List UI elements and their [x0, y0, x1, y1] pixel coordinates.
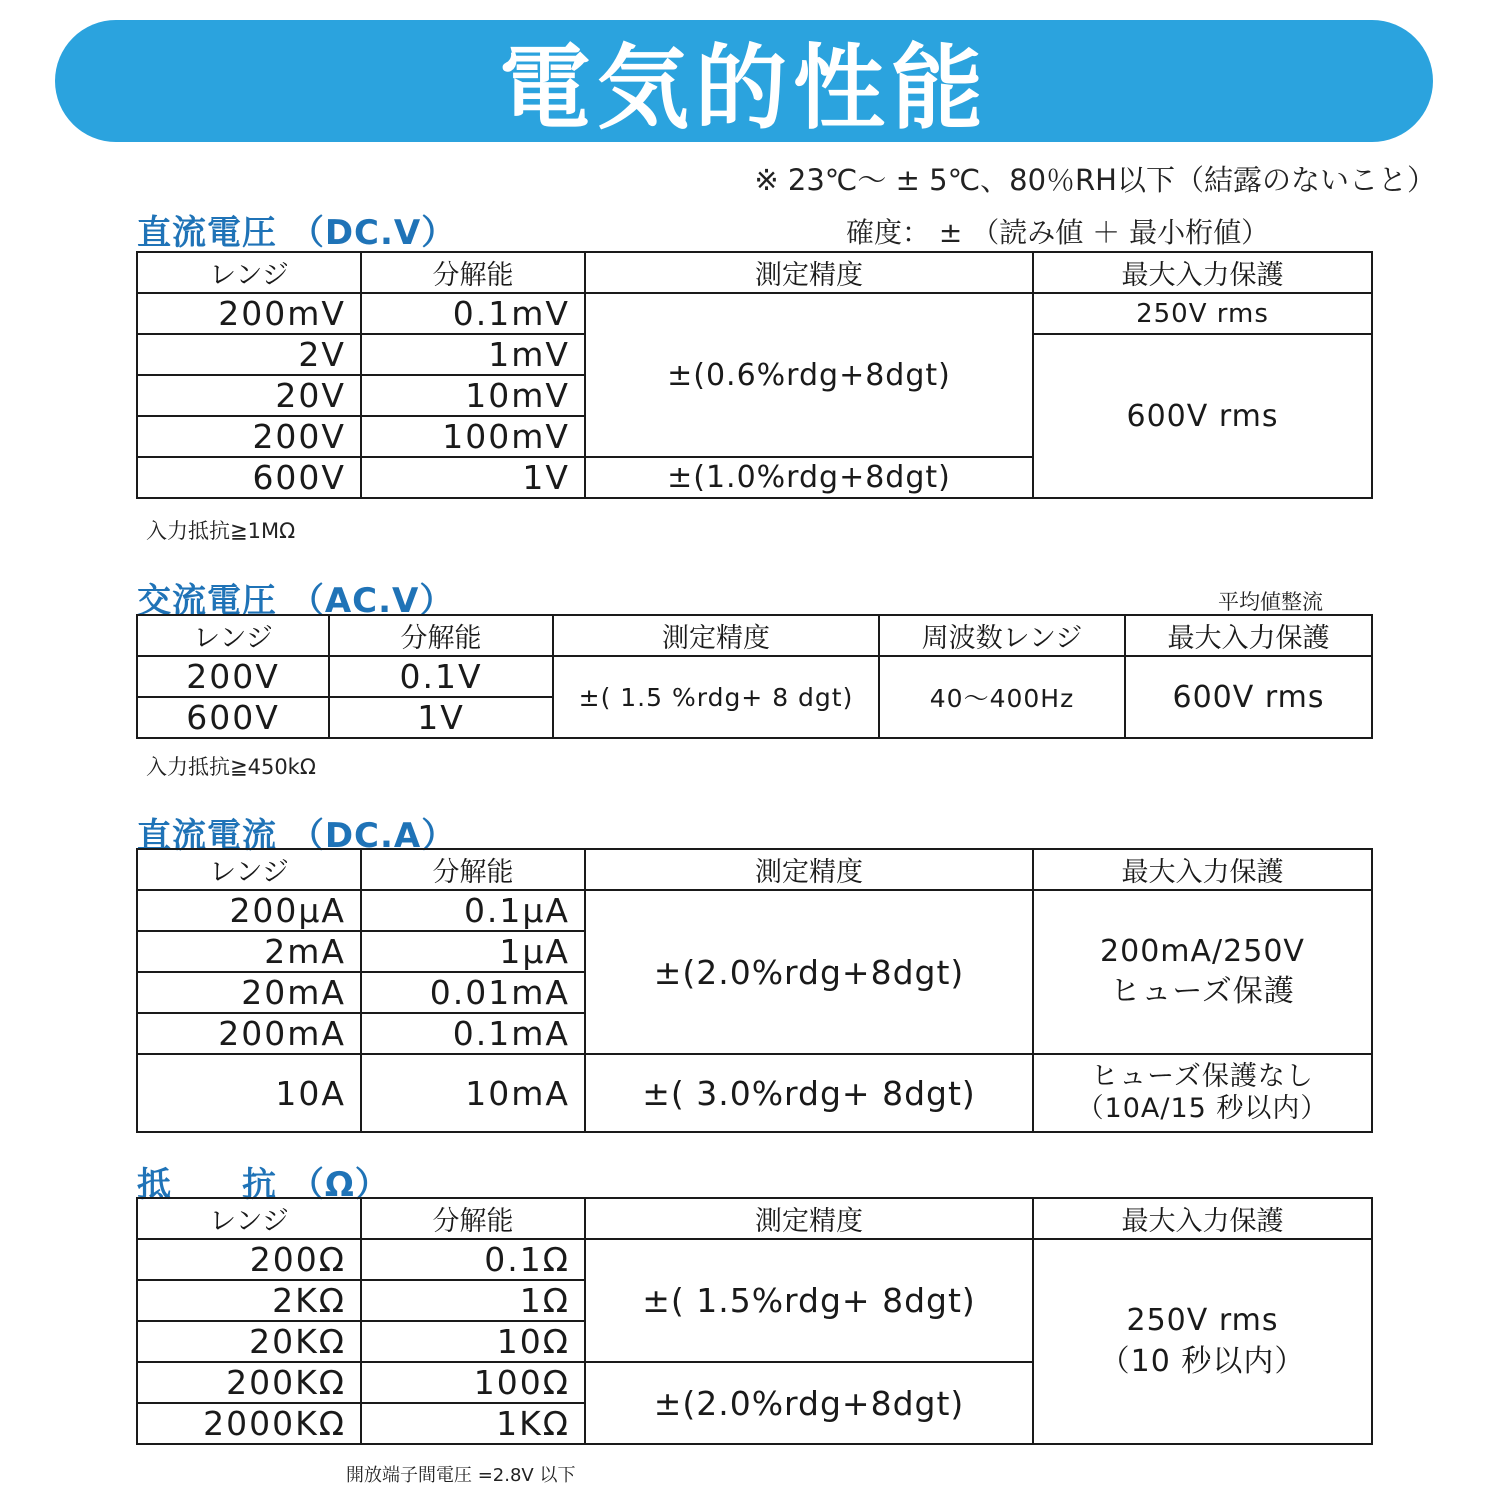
resolution-cell: 0.1V	[329, 656, 553, 697]
header-accuracy: 測定精度	[585, 1198, 1033, 1239]
accuracy-cell: ±(1.0%rdg+8dgt)	[585, 457, 1033, 498]
title-banner	[55, 20, 1433, 142]
dca-table	[136, 848, 1373, 1133]
protection-line: ヒューズ保護なし	[1091, 1060, 1314, 1092]
table-row	[137, 293, 1372, 334]
range-cell: 20V	[137, 375, 361, 416]
protection-line: （10A/15 秒以内）	[1076, 1093, 1329, 1124]
section-title-dcv: 直流電圧 （DC.V）	[137, 213, 457, 253]
header-accuracy: 測定精度	[585, 849, 1033, 890]
accuracy-cell: ±(2.0%rdg+8dgt)	[585, 890, 1033, 1054]
range-cell: 200Ω	[137, 1239, 361, 1280]
resolution-cell: 1Ω	[361, 1280, 585, 1321]
header-protection: 最大入力保護	[1033, 252, 1372, 293]
page-title: 電気的性能	[498, 35, 989, 142]
header-accuracy: 測定精度	[585, 252, 1033, 293]
header-protection: 最大入力保護	[1125, 615, 1372, 656]
range-cell: 2mA	[137, 931, 361, 972]
table-header-row	[137, 849, 1372, 890]
accuracy-cell: ±( 3.0%rdg+ 8dgt)	[585, 1054, 1033, 1132]
range-cell: 200mA	[137, 1013, 361, 1054]
acv-footnote: 入力抵抗≧450kΩ	[146, 755, 316, 779]
protection-line: 250V rms	[1126, 1303, 1279, 1338]
protection-line: ヒューズ保護	[1110, 974, 1295, 1009]
protection-cell	[1033, 1054, 1372, 1132]
header-range: レンジ	[137, 849, 361, 890]
header-protection: 最大入力保護	[1033, 849, 1372, 890]
header-frequency: 周波数レンジ	[879, 615, 1125, 656]
resolution-cell: 100mV	[361, 416, 585, 457]
range-cell: 2000KΩ	[137, 1403, 361, 1444]
table-row	[137, 890, 1372, 931]
table-row	[137, 1054, 1372, 1132]
range-cell: 600V	[137, 457, 361, 498]
resolution-cell: 0.1mV	[361, 293, 585, 334]
range-cell: 200V	[137, 416, 361, 457]
resolution-cell: 0.01mA	[361, 972, 585, 1013]
header-range: レンジ	[137, 615, 329, 656]
protection-cell: 600V rms	[1125, 656, 1372, 738]
accuracy-cell: ±( 1.5 %rdg+ 8 dgt)	[553, 656, 879, 738]
range-cell: 200KΩ	[137, 1362, 361, 1403]
header-resolution: 分解能	[361, 1198, 585, 1239]
resolution-cell: 1μA	[361, 931, 585, 972]
header-accuracy: 測定精度	[553, 615, 879, 656]
range-cell: 20KΩ	[137, 1321, 361, 1362]
resolution-cell: 0.1mA	[361, 1013, 585, 1054]
range-cell: 200mV	[137, 293, 361, 334]
accuracy-cell: ±(0.6%rdg+8dgt)	[585, 293, 1033, 457]
table-header-row	[137, 1198, 1372, 1239]
ohm-table	[136, 1197, 1373, 1445]
protection-line: 200mA/250V	[1100, 933, 1305, 969]
section-title-dca: 直流電流 （DC.A）	[137, 816, 457, 856]
protection-cell	[1033, 1239, 1372, 1444]
table-row	[137, 656, 1372, 697]
header-resolution: 分解能	[329, 615, 553, 656]
resolution-cell: 100Ω	[361, 1362, 585, 1403]
resolution-cell: 1KΩ	[361, 1403, 585, 1444]
resolution-cell: 0.1Ω	[361, 1239, 585, 1280]
header-resolution: 分解能	[361, 252, 585, 293]
resolution-cell: 10mV	[361, 375, 585, 416]
accuracy-cell: ±( 1.5%rdg+ 8dgt)	[585, 1239, 1033, 1362]
header-protection: 最大入力保護	[1033, 1198, 1372, 1239]
range-cell: 10A	[137, 1054, 361, 1132]
table-header-row	[137, 252, 1372, 293]
range-cell: 200V	[137, 656, 329, 697]
range-cell: 2KΩ	[137, 1280, 361, 1321]
dcv-footnote: 入力抵抗≧1MΩ	[146, 519, 296, 543]
protection-line: （10 秒以内）	[1099, 1343, 1306, 1379]
protection-cell: 250V rms	[1033, 293, 1372, 334]
acv-table	[136, 614, 1373, 739]
accuracy-cell: ±(2.0%rdg+8dgt)	[585, 1362, 1033, 1444]
header-resolution: 分解能	[361, 849, 585, 890]
table-header-row	[137, 615, 1372, 656]
table-row	[137, 1239, 1372, 1280]
protection-cell: 600V rms	[1033, 334, 1372, 498]
dcv-table	[136, 251, 1373, 499]
acv-rectification-note: 平均値整流	[1218, 590, 1323, 614]
range-cell: 2V	[137, 334, 361, 375]
resolution-cell: 0.1μA	[361, 890, 585, 931]
ohm-footnote: 開放端子間電圧 =2.8V 以下	[346, 1465, 576, 1486]
resolution-cell: 10mA	[361, 1054, 585, 1132]
range-cell: 600V	[137, 697, 329, 738]
header-range: レンジ	[137, 1198, 361, 1239]
range-cell: 200μA	[137, 890, 361, 931]
measurement-condition: ※ 23℃〜 ± 5℃、80％RH以下（結露のないこと）	[754, 163, 1436, 197]
range-cell: 20mA	[137, 972, 361, 1013]
accuracy-note: 確度： ± （読み値 ＋ 最小桁値）	[846, 216, 1270, 249]
section-title-ohm: 抵 抗 （Ω）	[137, 1165, 390, 1205]
header-range: レンジ	[137, 252, 361, 293]
frequency-cell: 40〜400Hz	[879, 656, 1125, 738]
resolution-cell: 1V	[361, 457, 585, 498]
resolution-cell: 1V	[329, 697, 553, 738]
protection-cell	[1033, 890, 1372, 1054]
resolution-cell: 1mV	[361, 334, 585, 375]
section-title-acv: 交流電圧 （AC.V）	[137, 581, 455, 621]
resolution-cell: 10Ω	[361, 1321, 585, 1362]
